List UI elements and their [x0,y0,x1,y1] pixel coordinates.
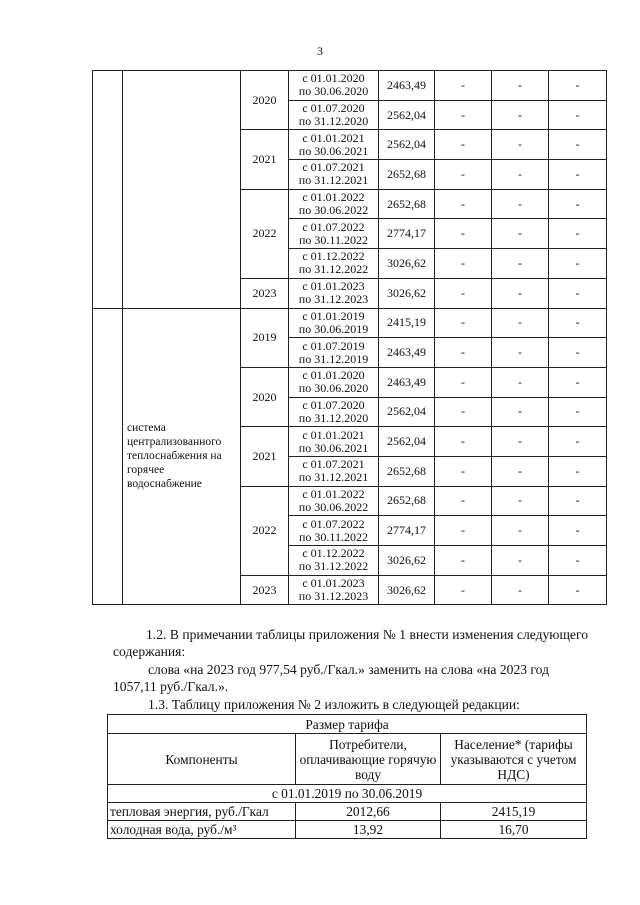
tariff-value: 2562,04 [379,130,435,160]
header-consumers: Потребители, оплачивающие горячую воду [296,734,441,785]
component-name: холодная вода, руб./м³ [108,821,296,839]
year-cell: 2019 [241,308,289,367]
period-cell [289,397,379,427]
tariff-value: 3026,62 [379,575,435,605]
period-to: по 30.06.2022 [298,203,369,218]
dash-cell: - [549,397,607,427]
period-from: с 01.12.2022 [302,249,365,264]
dash-cell: - [435,130,492,160]
period-to: по 30.06.2021 [298,143,369,158]
group-number-cell [93,71,123,309]
tariff-value: 3026,62 [379,546,435,576]
year-cell: 2023 [241,575,289,605]
tariff-value: 2562,04 [379,397,435,427]
dash-cell: - [492,278,549,308]
year-cell: 2020 [241,71,289,130]
dash-cell: - [435,160,492,190]
dash-cell: - [435,100,492,130]
dash-cell: - [435,219,492,249]
dash-cell: - [435,456,492,486]
period-from: с 01.01.2020 [302,368,365,383]
tariff-value: 2463,49 [379,71,435,101]
dash-cell: - [492,308,549,338]
dash-cell: - [492,367,549,397]
tariff-value: 2562,04 [379,100,435,130]
period-from: с 01.07.2020 [302,101,365,116]
period-from: с 01.12.2022 [302,546,365,561]
system-description [123,71,241,309]
tariff-value: 2562,04 [379,427,435,457]
tariff-value: 2652,68 [379,456,435,486]
year-cell: 2021 [241,130,289,189]
dash-cell: - [549,546,607,576]
period-from: с 01.01.2019 [302,308,365,323]
tariff-value: 2774,17 [379,516,435,546]
consumers-value: 13,92 [296,821,441,839]
year-cell: 2021 [241,427,289,486]
period-to: по 31.12.2021 [298,173,369,188]
dash-cell: - [549,189,607,219]
dash-cell: - [549,367,607,397]
period-cell [289,516,379,546]
year-cell: 2022 [241,486,289,575]
period-cell [289,130,379,160]
dash-cell: - [549,219,607,249]
tariff-value: 2463,49 [379,338,435,368]
tariff-value: 2774,17 [379,219,435,249]
table-row [108,821,587,839]
dash-cell: - [435,71,492,101]
period-from: с 01.07.2022 [302,219,365,234]
dash-cell: - [435,546,492,576]
period-from: с 01.07.2021 [302,160,365,175]
period-from: с 01.07.2019 [302,338,365,353]
table-row [93,308,607,338]
tariff-value: 2652,68 [379,160,435,190]
dash-cell: - [435,249,492,279]
dash-cell: - [549,575,607,605]
year-cell: 2020 [241,367,289,426]
consumers-value: 2012,66 [296,803,441,821]
dash-cell: - [549,308,607,338]
page-number: 3 [317,44,323,58]
tariff-value: 3026,62 [379,278,435,308]
period-to: по 31.12.2023 [298,292,369,307]
period-to: по 31.12.2022 [298,262,369,277]
period-to: по 31.12.2019 [298,351,369,366]
tariff-value: 2463,49 [379,367,435,397]
period-to: по 31.12.2020 [298,114,369,129]
paragraph-1-3: 1.3. Таблицу приложения № 2 изложить в следующей редакции: [148,697,520,712]
period-from: с 01.01.2021 [302,427,365,442]
dash-cell: - [549,516,607,546]
period-cell [289,456,379,486]
year-cell: 2022 [241,189,289,278]
dash-cell: - [549,278,607,308]
period-from: с 01.01.2022 [302,486,365,501]
dash-cell: - [435,516,492,546]
dash-cell: - [492,130,549,160]
dash-cell: - [492,160,549,190]
period-to: по 31.12.2021 [298,470,369,485]
dash-cell: - [492,100,549,130]
tariff-size-table [107,714,587,839]
period-to: по 31.12.2023 [298,589,369,604]
period-from: с 01.01.2023 [302,279,365,294]
period-from: с 01.01.2021 [302,130,365,145]
population-value: 2415,19 [441,803,587,821]
period-to: по 30.06.2021 [298,440,369,455]
dash-cell: - [492,71,549,101]
dash-cell: - [492,516,549,546]
period-to: по 30.06.2020 [298,381,369,396]
dash-cell: - [435,397,492,427]
dash-cell: - [492,338,549,368]
dash-cell: - [435,486,492,516]
dash-cell: - [435,189,492,219]
tariff-value: 2415,19 [379,308,435,338]
dash-cell: - [549,160,607,190]
dash-cell: - [492,189,549,219]
dash-cell: - [492,397,549,427]
dash-cell: - [435,278,492,308]
dash-cell: - [492,427,549,457]
dash-cell: - [492,546,549,576]
period-cell [289,71,379,101]
period-cell [289,575,379,605]
dash-cell: - [435,575,492,605]
period-cell [289,278,379,308]
period-from: с 01.01.2022 [302,190,365,205]
dash-cell: - [549,338,607,368]
period-cell [289,367,379,397]
dash-cell: - [492,456,549,486]
dash-cell: - [435,367,492,397]
dash-cell: - [492,249,549,279]
period-cell [289,546,379,576]
period-from: с 01.01.2020 [302,71,365,86]
dash-cell: - [549,71,607,101]
system-description: система централизованного теплоснабжения на горячее водоснабжение [123,308,241,605]
period-from: с 01.07.2021 [302,457,365,472]
table-row [108,803,587,821]
period-to: по 30.06.2020 [298,84,369,99]
period-to: по 30.11.2022 [299,232,368,247]
period-from: с 01.07.2020 [302,397,365,412]
period-cell [289,100,379,130]
period-cell [289,249,379,279]
period-to: по 30.11.2022 [299,529,368,544]
period-cell [289,219,379,249]
group-number-cell [93,308,123,605]
component-name: тепловая энергия, руб./Гкал [108,803,296,821]
dash-cell: - [435,338,492,368]
dash-cell: - [549,427,607,457]
dash-cell: - [435,427,492,457]
dash-cell: - [435,308,492,338]
tariff-value: 2652,68 [379,189,435,219]
paragraph-replace-words: слова «на 2023 год 977,54 руб./Гкал.» заменить на слова «на 2023 год 1057,11 руб./Гкал.». [113,662,549,694]
period-to: по 30.06.2019 [298,321,369,336]
period-cell [289,308,379,338]
period-cell [289,486,379,516]
period-from: с 01.01.2023 [302,576,365,591]
period-cell [289,338,379,368]
header-components: Компоненты [108,734,296,785]
period-row: с 01.01.2019 по 30.06.2019 [108,785,587,803]
period-cell [289,189,379,219]
period-to: по 31.12.2020 [298,410,369,425]
dash-cell: - [492,486,549,516]
tariff-table [92,70,607,605]
period-cell [289,427,379,457]
dash-cell: - [549,456,607,486]
header-tariff-size: Размер тарифа [108,715,587,734]
dash-cell: - [549,100,607,130]
population-value: 16,70 [441,821,587,839]
period-to: по 30.06.2022 [298,499,369,514]
table-row [93,71,607,101]
dash-cell: - [549,249,607,279]
period-cell [289,160,379,190]
period-from: с 01.07.2022 [302,516,365,531]
tariff-value: 3026,62 [379,249,435,279]
period-to: по 31.12.2022 [298,559,369,574]
header-population: Население* (тарифы указываются с учетом НДС) [441,734,587,785]
dash-cell: - [549,486,607,516]
dash-cell: - [492,219,549,249]
year-cell: 2023 [241,278,289,308]
tariff-value: 2652,68 [379,486,435,516]
paragraph-1-2: 1.2. В примечании таблицы приложения № 1 внести изменения следующего содержания: [113,627,588,659]
dash-cell: - [492,575,549,605]
dash-cell: - [549,130,607,160]
